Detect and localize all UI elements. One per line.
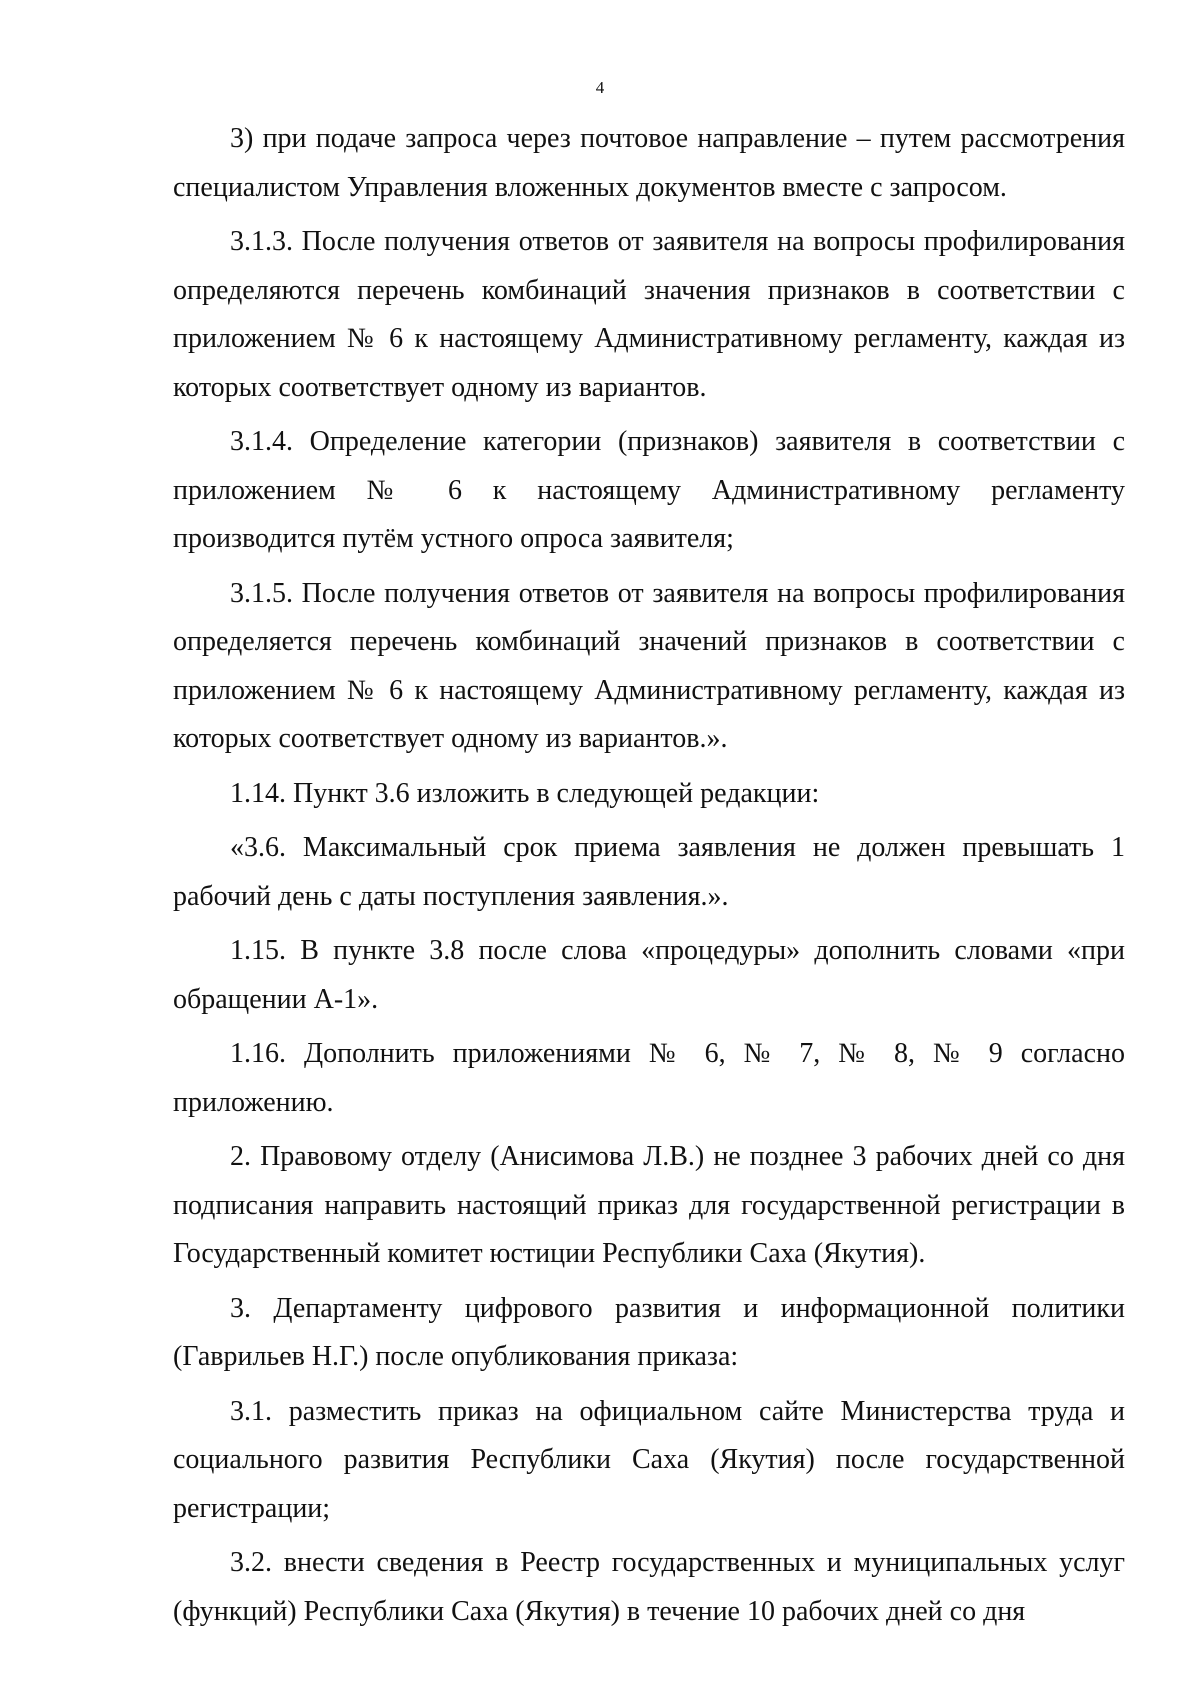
paragraph-3-1-4: 3.1.4. Определение категории (признаков) заявителя в соответствии с приложением № 6 к настоящему Административному регламенту производится путём устного опроса заявителя;: [173, 426, 1125, 554]
paragraph-3-digital-dept: 3. Департаменту цифрового развития и информационной политики (Гаврильев Н.Г.) после опубликования приказа:: [173, 1292, 1125, 1372]
paragraph-3-1-3: 3.1.3. После получения ответов от заявителя на вопросы профилирования определяются перечень комбинаций значения признаков в соответствии с приложением № 6 к настоящему Административному регламенту, каждая из которых соответствует одному из вариантов.: [173, 226, 1125, 403]
page-number: 4: [595, 78, 605, 97]
paragraph-postal-request: 3) при подаче запроса через почтовое направление – путем рассмотрения специалистом Управления вложенных документов вместе с запросом.: [173, 123, 1125, 203]
paragraph-1-16: 1.16. Дополнить приложениями № 6, № 7, № 8, № 9 согласно приложению.: [173, 1038, 1125, 1118]
paragraph-3-6-quote: «3.6. Максимальный срок приема заявления не должен превышать 1 рабочий день с даты поступления заявления.».: [173, 832, 1125, 912]
document-body: [173, 115, 1125, 1642]
paragraph-1-15: 1.15. В пункте 3.8 после слова «процедуры» дополнить словами «при обращении А-1».: [173, 935, 1125, 1015]
paragraph-2-legal-dept: 2. Правовому отделу (Анисимова Л.В.) не позднее 3 рабочих дней со дня подписания направить настоящий приказ для государственной регистрации в Государственный комитет юстиции Республики Саха (Якутия).: [173, 1141, 1125, 1269]
paragraph-3-2: 3.2. внести сведения в Реестр государственных и муниципальных услуг (функций) Республики Саха (Якутия) в течение 10 рабочих дней со дня: [173, 1547, 1125, 1627]
paragraph-1-14: 1.14. Пункт 3.6 изложить в следующей редакции:: [230, 777, 820, 809]
paragraph-3-1-5: 3.1.5. После получения ответов от заявителя на вопросы профилирования определяется перечень комбинаций значений признаков в соответствии с приложением № 6 к настоящему Административному регламенту, каждая из которых соответствует одному из вариантов.».: [173, 577, 1125, 754]
paragraph-3-1: 3.1. разместить приказ на официальном сайте Министерства труда и социального развития Республики Саха (Якутия) после государственной регистрации;: [173, 1395, 1125, 1524]
